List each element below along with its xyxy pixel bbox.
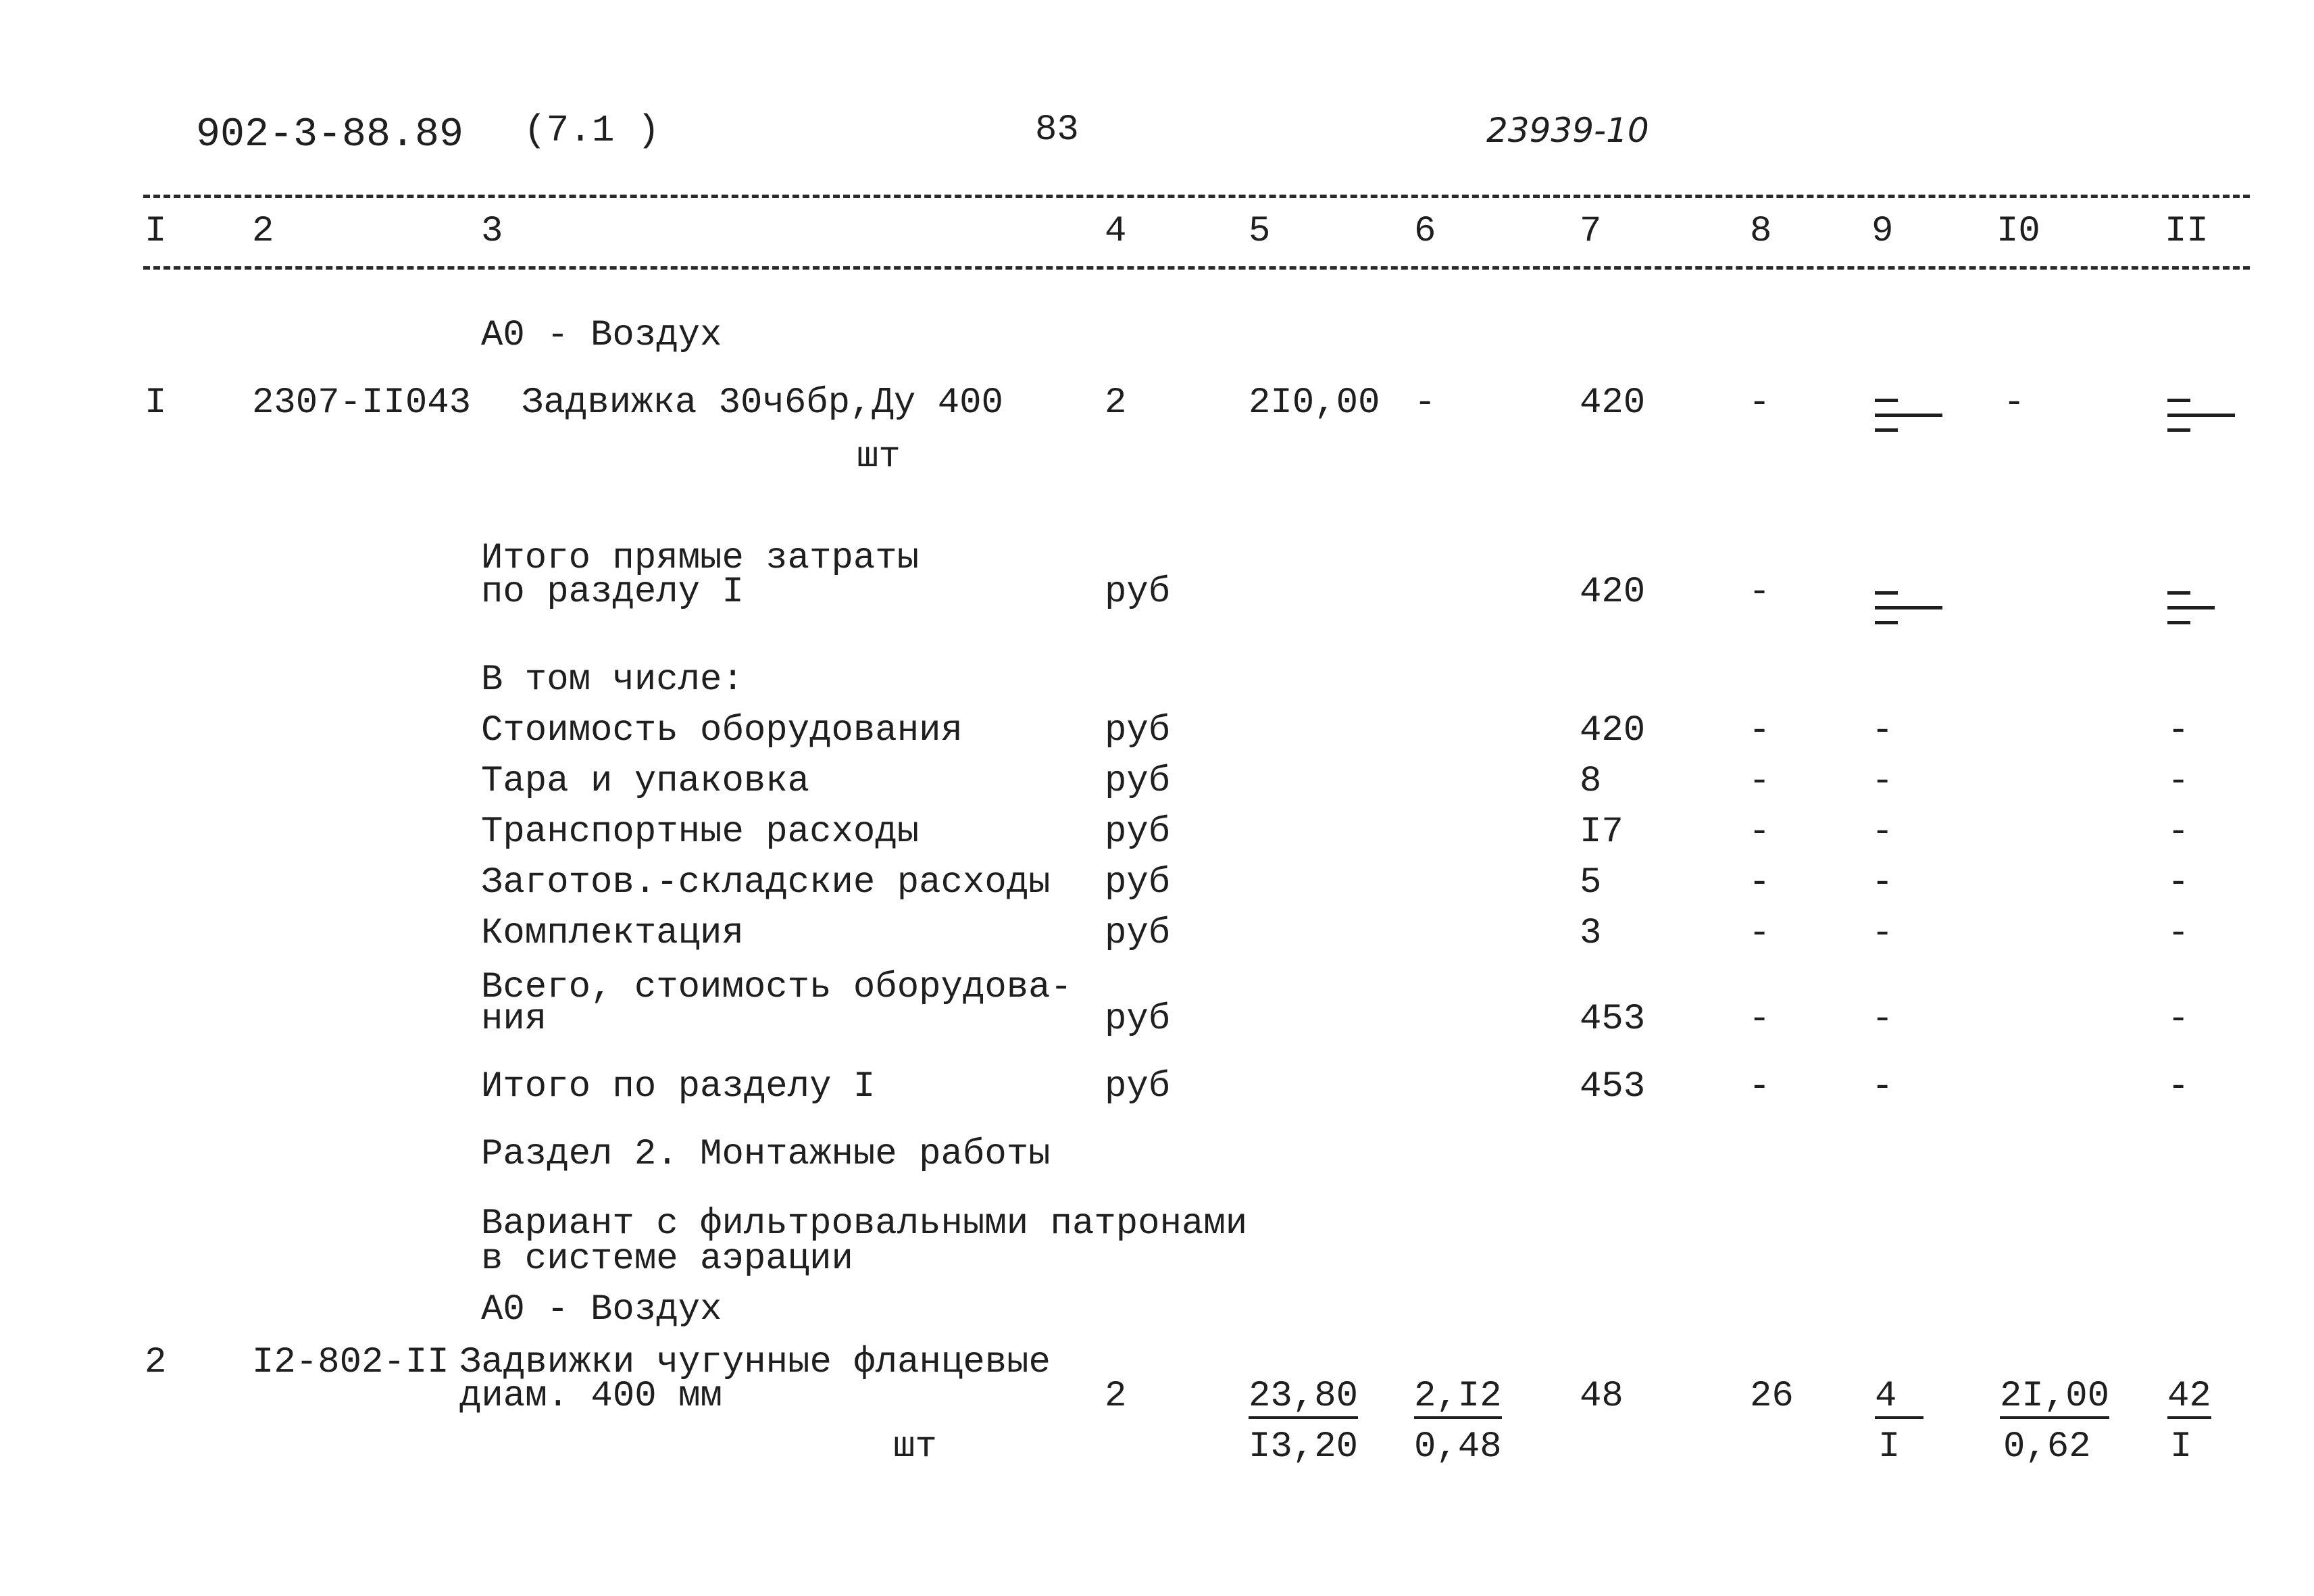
breakdown-row-col9: - <box>1871 812 1894 853</box>
breakdown-row-col8: - <box>1749 812 1771 853</box>
direct-costs-col9-equals-mark <box>1875 591 1942 632</box>
item2-col8: 26 <box>1750 1376 1794 1417</box>
page-number: 83 <box>1035 109 1079 151</box>
section-total-col8: - <box>1749 1066 1771 1107</box>
including-label: В том числе: <box>481 659 744 701</box>
item2-col5-bottom: I3,20 <box>1249 1426 1359 1468</box>
item1-name: Задвижка 30ч6бр,Ду 400 <box>522 382 1003 424</box>
item2-name-line2: диам. 400 мм <box>459 1376 722 1417</box>
breakdown-row-col7: 8 <box>1580 761 1602 802</box>
column-header-10: I0 <box>1996 211 2040 252</box>
section2-title: Раздел 2. Монтажные работы <box>481 1134 1051 1175</box>
header-top-rule <box>143 195 2250 198</box>
item2-col7: 48 <box>1580 1376 1624 1417</box>
total-equipment-label-line1: Всего, стоимость оборудова- <box>481 967 1072 1008</box>
header-bottom-rule <box>143 266 2250 270</box>
total-equipment-label-line2: ния <box>481 999 547 1040</box>
total-equipment-col7: 453 <box>1580 999 1646 1040</box>
item1-col10: - <box>2003 382 2026 424</box>
section-heading-air-2: А0 - Воздух <box>481 1289 722 1330</box>
breakdown-row-unit: руб <box>1105 913 1171 954</box>
direct-costs-label-line2: по разделу I <box>481 572 744 613</box>
item1-col6: - <box>1414 382 1436 424</box>
variant-line1: Вариант с фильтровальными патронами <box>481 1203 1248 1245</box>
breakdown-row-col9: - <box>1871 710 1894 751</box>
breakdown-row-col11: - <box>2167 913 2190 954</box>
column-header-6: 6 <box>1414 211 1436 252</box>
item1-col11-equals-mark <box>2167 399 2235 439</box>
section-heading-air: А0 - Воздух <box>481 315 722 356</box>
item2-col5-top: 23,80 <box>1249 1378 1358 1419</box>
document-code: 902-3-88.89 <box>196 112 464 158</box>
item1-col7: 420 <box>1580 382 1646 424</box>
item2-col6-bottom: 0,48 <box>1414 1426 1502 1468</box>
breakdown-row-name: Транспортные расходы <box>481 812 920 853</box>
section-total-label: Итого по разделу I <box>481 1066 876 1107</box>
direct-costs-label-line1: Итого прямые затраты <box>481 538 920 579</box>
column-header-4: 4 <box>1105 211 1127 252</box>
direct-costs-col7: 420 <box>1580 572 1646 613</box>
column-header-1: I <box>145 211 167 252</box>
breakdown-row-col9: - <box>1871 862 1894 903</box>
breakdown-row-col7: 3 <box>1580 913 1602 954</box>
total-equipment-unit: руб <box>1105 999 1171 1040</box>
breakdown-row-col9: - <box>1871 913 1894 954</box>
item2-col11-top: 42 <box>2167 1378 2211 1419</box>
item2-col10-top: 2I,00 <box>2000 1378 2109 1419</box>
column-header-7: 7 <box>1580 211 1602 252</box>
breakdown-row-name: Заготов.-складские расходы <box>481 862 1051 903</box>
item2-col10-bottom: 0,62 <box>2003 1426 2091 1468</box>
breakdown-row-unit: руб <box>1105 710 1171 751</box>
item2-unit: шт <box>893 1426 937 1468</box>
breakdown-row-name: Комплектация <box>481 913 744 954</box>
column-header-11: II <box>2165 211 2209 252</box>
total-equipment-col11: - <box>2167 999 2190 1040</box>
breakdown-row-name: Стоимость оборудования <box>481 710 963 751</box>
breakdown-row-name: Тара и упаковка <box>481 761 810 802</box>
breakdown-row-unit: руб <box>1105 862 1171 903</box>
breakdown-row-col7: I7 <box>1580 812 1624 853</box>
column-header-3: 3 <box>481 211 503 252</box>
section-total-col11: - <box>2167 1066 2190 1107</box>
item1-unit: шт <box>857 437 901 478</box>
column-header-8: 8 <box>1750 211 1772 252</box>
breakdown-row-col11: - <box>2167 710 2190 751</box>
breakdown-row-col11: - <box>2167 862 2190 903</box>
item2-col9-bottom: I <box>1878 1426 1901 1468</box>
column-header-2: 2 <box>252 211 274 252</box>
archive-stamp: 23939-10 <box>1486 111 1649 150</box>
item2-col6-top: 2,I2 <box>1414 1378 1502 1419</box>
item1-col9-equals-mark <box>1875 399 1942 439</box>
breakdown-row-col11: - <box>2167 761 2190 802</box>
column-header-5: 5 <box>1249 211 1271 252</box>
item2-qty: 2 <box>1105 1376 1127 1417</box>
item1-col8: - <box>1749 382 1771 424</box>
section-total-col7: 453 <box>1580 1066 1646 1107</box>
item1-code: 2307-II043 <box>252 382 472 424</box>
breakdown-row-col11: - <box>2167 812 2190 853</box>
direct-costs-col11-equals-mark <box>2167 591 2235 632</box>
item1-number: I <box>145 382 167 424</box>
breakdown-row-col8: - <box>1749 862 1771 903</box>
breakdown-row-unit: руб <box>1105 812 1171 853</box>
direct-costs-unit: руб <box>1105 572 1171 613</box>
column-header-9: 9 <box>1871 211 1894 252</box>
breakdown-row-col9: - <box>1871 761 1894 802</box>
breakdown-row-unit: руб <box>1105 761 1171 802</box>
breakdown-row-col7: 420 <box>1580 710 1646 751</box>
breakdown-row-col8: - <box>1749 761 1771 802</box>
item2-number: 2 <box>145 1342 167 1383</box>
section-total-unit: руб <box>1105 1066 1171 1107</box>
item1-price: 2I0,00 <box>1249 382 1380 424</box>
item2-name-line1: Задвижки чугунные фланцевые <box>459 1342 1051 1383</box>
breakdown-row-col7: 5 <box>1580 862 1602 903</box>
item2-col9-top: 4 <box>1875 1378 1923 1419</box>
breakdown-row-col8: - <box>1749 913 1771 954</box>
item1-qty: 2 <box>1105 382 1127 424</box>
item2-col11-bottom: I <box>2170 1426 2192 1468</box>
breakdown-row-col8: - <box>1749 710 1771 751</box>
item2-code: I2-802-II <box>252 1342 449 1383</box>
variant-line2: в системе аэрации <box>481 1239 853 1280</box>
volume-label: (7.1 ) <box>524 109 660 152</box>
direct-costs-col8: - <box>1749 572 1771 613</box>
section-total-col9: - <box>1871 1066 1894 1107</box>
total-equipment-col8: - <box>1749 999 1771 1040</box>
total-equipment-col9: - <box>1871 999 1894 1040</box>
